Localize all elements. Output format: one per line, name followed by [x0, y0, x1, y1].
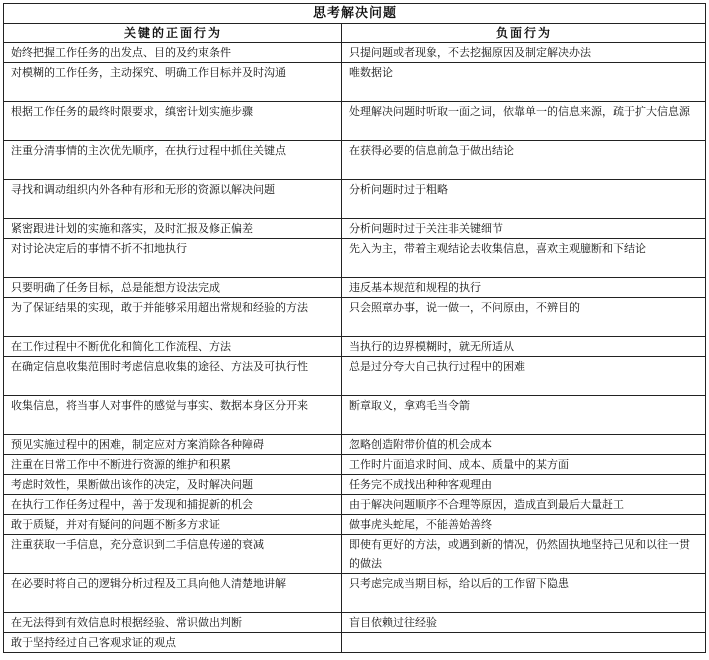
positive-cell: 寻找和调动组织内外各种有形和无形的资源以解决问题 [4, 180, 342, 219]
negative-cell: 在获得必要的信息前急于做出结论 [342, 141, 706, 180]
positive-cell: 为了保证结果的实现，敢于并能够采用超出常规和经验的方法 [4, 298, 342, 337]
negative-cell: 只会照章办事，说一做一，不问原由，不辨目的 [342, 298, 706, 337]
negative-cell: 工作时片面追求时间、成本、质量中的某方面 [342, 455, 706, 475]
negative-cell: 只考虑完成当期目标，给以后的工作留下隐患 [342, 574, 706, 613]
table-row [4, 435, 706, 455]
table-row [4, 357, 706, 396]
positive-cell: 对讨论决定后的事情不折不扣地执行 [4, 239, 342, 278]
positive-cell: 根据工作任务的最终时限要求，缜密计划实施步骤 [4, 102, 342, 141]
positive-cell: 预见实施过程中的困难，制定应对方案消除各种障碍 [4, 435, 342, 455]
table-row [4, 515, 706, 535]
table-row [4, 535, 706, 574]
positive-cell: 敢于质疑，并对有疑问的问题不断多方求证 [4, 515, 342, 535]
positive-cell: 注重获取一手信息，充分意识到二手信息传递的衰减 [4, 535, 342, 574]
table-row [4, 495, 706, 515]
behavior-table-container [3, 3, 705, 653]
negative-cell: 分析问题时过于粗略 [342, 180, 706, 219]
positive-cell: 收集信息，将当事人对事件的感觉与事实、数据本身区分开来 [4, 396, 342, 435]
positive-cell: 在确定信息收集范围时考虑信息收集的途径、方法及可执行性 [4, 357, 342, 396]
positive-cell: 只要明确了任务目标，总是能想方设法完成 [4, 278, 342, 298]
table-row [4, 396, 706, 435]
table-title: 思考解决问题 [4, 4, 706, 24]
positive-cell: 在无法得到有效信息时根据经验、常识做出判断 [4, 613, 342, 633]
behavior-table [3, 3, 706, 653]
negative-cell: 处理解决问题时听取一面之词，依靠单一的信息来源，疏于扩大信息源 [342, 102, 706, 141]
table-body [4, 43, 706, 653]
table-row [4, 298, 706, 337]
negative-cell: 先入为主，带着主观结论去收集信息，喜欢主观臆断和下结论 [342, 239, 706, 278]
negative-cell: 即使有更好的方法，或遇到新的情况，仍然固执地坚持己见和以往一贯的做法 [342, 535, 706, 574]
negative-cell: 分析问题时过于关注非关键细节 [342, 219, 706, 239]
table-row [4, 613, 706, 633]
positive-cell: 敢于坚持经过自己客观求证的观点 [4, 633, 342, 653]
table-row [4, 633, 706, 653]
negative-cell: 忽略创造附带价值的机会成本 [342, 435, 706, 455]
negative-cell: 由于解决问题顺序不合理等原因，造成直到最后大量赶工 [342, 495, 706, 515]
negative-cell: 断章取义，拿鸡毛当令箭 [342, 396, 706, 435]
positive-cell: 在工作过程中不断优化和简化工作流程、方法 [4, 337, 342, 357]
positive-cell: 始终把握工作任务的出发点、目的及约束条件 [4, 43, 342, 63]
negative-cell: 当执行的边界模糊时，就无所适从 [342, 337, 706, 357]
table-row [4, 63, 706, 102]
negative-cell: 任务完不成找出种种客观理由 [342, 475, 706, 495]
positive-cell: 紧密跟进计划的实施和落实，及时汇报及修正偏差 [4, 219, 342, 239]
negative-cell: 总是过分夸大自己执行过程中的困难 [342, 357, 706, 396]
negative-cell: 唯数据论 [342, 63, 706, 102]
table-row [4, 180, 706, 219]
table-row [4, 574, 706, 613]
positive-cell: 在必要时将自己的逻辑分析过程及工具向他人清楚地讲解 [4, 574, 342, 613]
table-row [4, 337, 706, 357]
table-row [4, 102, 706, 141]
table-row [4, 455, 706, 475]
table-row [4, 219, 706, 239]
table-row [4, 278, 706, 298]
positive-cell: 考虑时效性，果断做出该作的决定，及时解决问题 [4, 475, 342, 495]
positive-cell: 对模糊的工作任务，主动探究、明确工作目标并及时沟通 [4, 63, 342, 102]
negative-cell: 只提问题或者现象，不去挖掘原因及制定解决办法 [342, 43, 706, 63]
table-row [4, 43, 706, 63]
negative-cell: 违反基本规范和规程的执行 [342, 278, 706, 298]
negative-header: 负面行为 [342, 24, 706, 43]
table-row [4, 239, 706, 278]
negative-cell: 做事虎头蛇尾，不能善始善终 [342, 515, 706, 535]
negative-cell: 盲目依赖过往经验 [342, 613, 706, 633]
table-row [4, 475, 706, 495]
table-row [4, 141, 706, 180]
positive-header: 关键的正面行为 [4, 24, 342, 43]
positive-cell: 在执行工作任务过程中，善于发现和捕捉新的机会 [4, 495, 342, 515]
positive-cell: 注重分清事情的主次优先顺序，在执行过程中抓住关键点 [4, 141, 342, 180]
negative-cell [342, 633, 706, 653]
positive-cell: 注重在日常工作中不断进行资源的维护和积累 [4, 455, 342, 475]
